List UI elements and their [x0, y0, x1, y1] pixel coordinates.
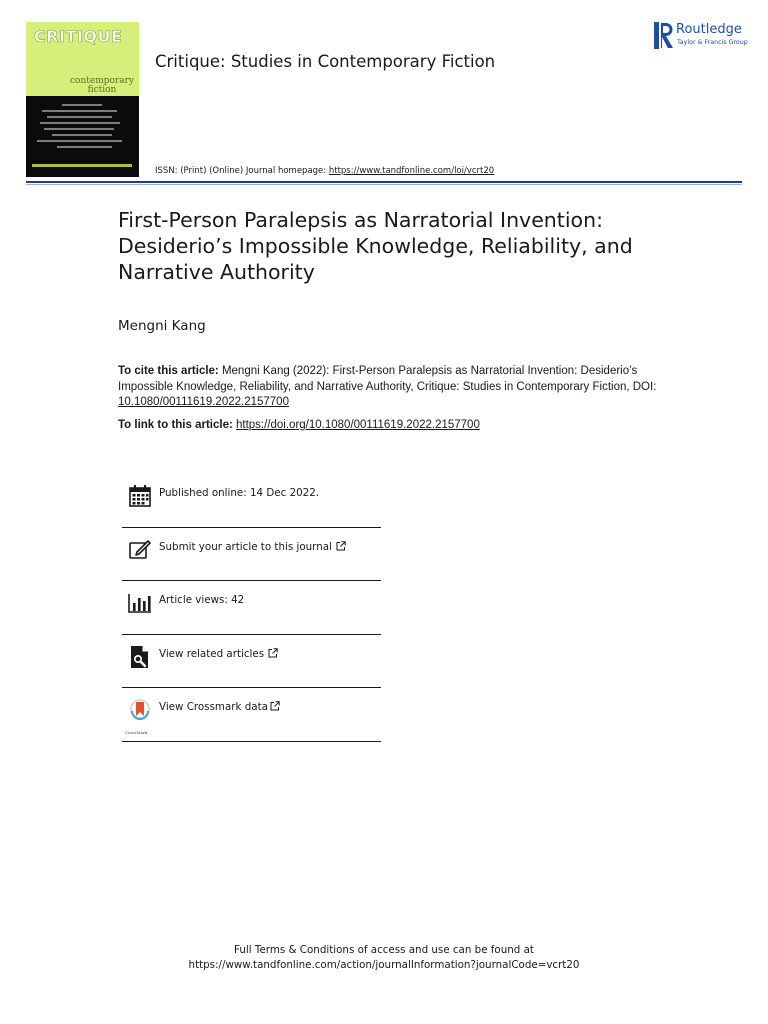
external-link-icon	[268, 648, 278, 658]
edit-icon	[128, 538, 152, 562]
crossmark-row[interactable]	[122, 688, 381, 742]
published-date: Published online: 14 Dec 2022.	[159, 487, 320, 499]
published-row	[122, 474, 381, 528]
cite-label: To cite this article:	[118, 365, 219, 377]
cite-text: Mengni Kang (2022): First-Person Paralepsis as Narratorial Invention: Desiderio’s Impossible Knowledge, Reliability, and Narrative Authority, Critique: Studies in Contemporary Fiction, DOI:	[118, 365, 657, 393]
cover-contents-lines	[32, 104, 132, 152]
external-link-icon	[270, 701, 280, 711]
crossmark-logo-text: CrossMark	[125, 730, 148, 735]
publisher-group: Taylor & Francis Group	[677, 39, 748, 46]
cover-subtitle-line1: contemporary	[70, 76, 134, 86]
bar-chart-icon	[128, 591, 152, 615]
related-articles-row[interactable]	[122, 635, 381, 689]
terms-footer	[0, 943, 768, 973]
submit-article-link[interactable]	[159, 541, 346, 553]
article-info-list	[122, 474, 381, 742]
link-label: To link to this article:	[118, 419, 236, 431]
article-title: First-Person Paralepsis as Narratorial Invention: Desiderio’s Impossible Knowledge, Reliability, and Narrative Authority	[118, 208, 633, 284]
external-link-icon	[336, 541, 346, 551]
journal-title: Critique: Studies in Contemporary Fiction	[155, 52, 496, 71]
related-articles-label: View related articles	[159, 647, 265, 660]
issn-prefix: ISSN: (Print) (Online) Journal homepage:	[155, 166, 329, 176]
link-to-article	[118, 419, 480, 431]
cover-subtitle	[70, 77, 134, 95]
document-search-icon	[128, 645, 152, 669]
article-views-row	[122, 581, 381, 635]
header-divider-thin	[26, 184, 742, 185]
article-views-count: Article views: 42	[159, 594, 245, 606]
terms-line: Full Terms & Conditions of access and use can be found at	[234, 944, 534, 956]
crossmark-label: View Crossmark data	[159, 701, 268, 713]
journal-cover-image	[26, 22, 139, 177]
submit-article-row[interactable]	[122, 528, 381, 582]
terms-url[interactable]: https://www.tandfonline.com/action/journalInformation?journalCode=vcrt20	[188, 959, 580, 971]
crossmark-link[interactable]	[159, 701, 280, 713]
issn-line	[155, 166, 494, 176]
publisher-name: Routledge	[676, 22, 742, 37]
calendar-icon	[128, 484, 152, 508]
doi-link[interactable]: 10.1080/00111619.2022.2157700	[118, 396, 289, 408]
header-divider	[26, 181, 742, 183]
cover-title: CRITIQUE	[34, 27, 123, 46]
citation-block	[118, 364, 678, 411]
doi-url-link[interactable]: https://doi.org/10.1080/00111619.2022.2157700	[236, 419, 480, 431]
article-author: Mengni Kang	[118, 318, 206, 334]
related-articles-link[interactable]	[159, 648, 278, 660]
cover-subtitle-line2: fiction	[87, 85, 117, 95]
crossmark-icon	[128, 698, 152, 722]
journal-homepage-link[interactable]: https://www.tandfonline.com/loi/vcrt20	[328, 166, 495, 176]
cover-footer-band	[32, 164, 132, 167]
submit-article-label: Submit your article to this journal	[159, 540, 332, 553]
routledge-logo-icon	[654, 22, 674, 49]
